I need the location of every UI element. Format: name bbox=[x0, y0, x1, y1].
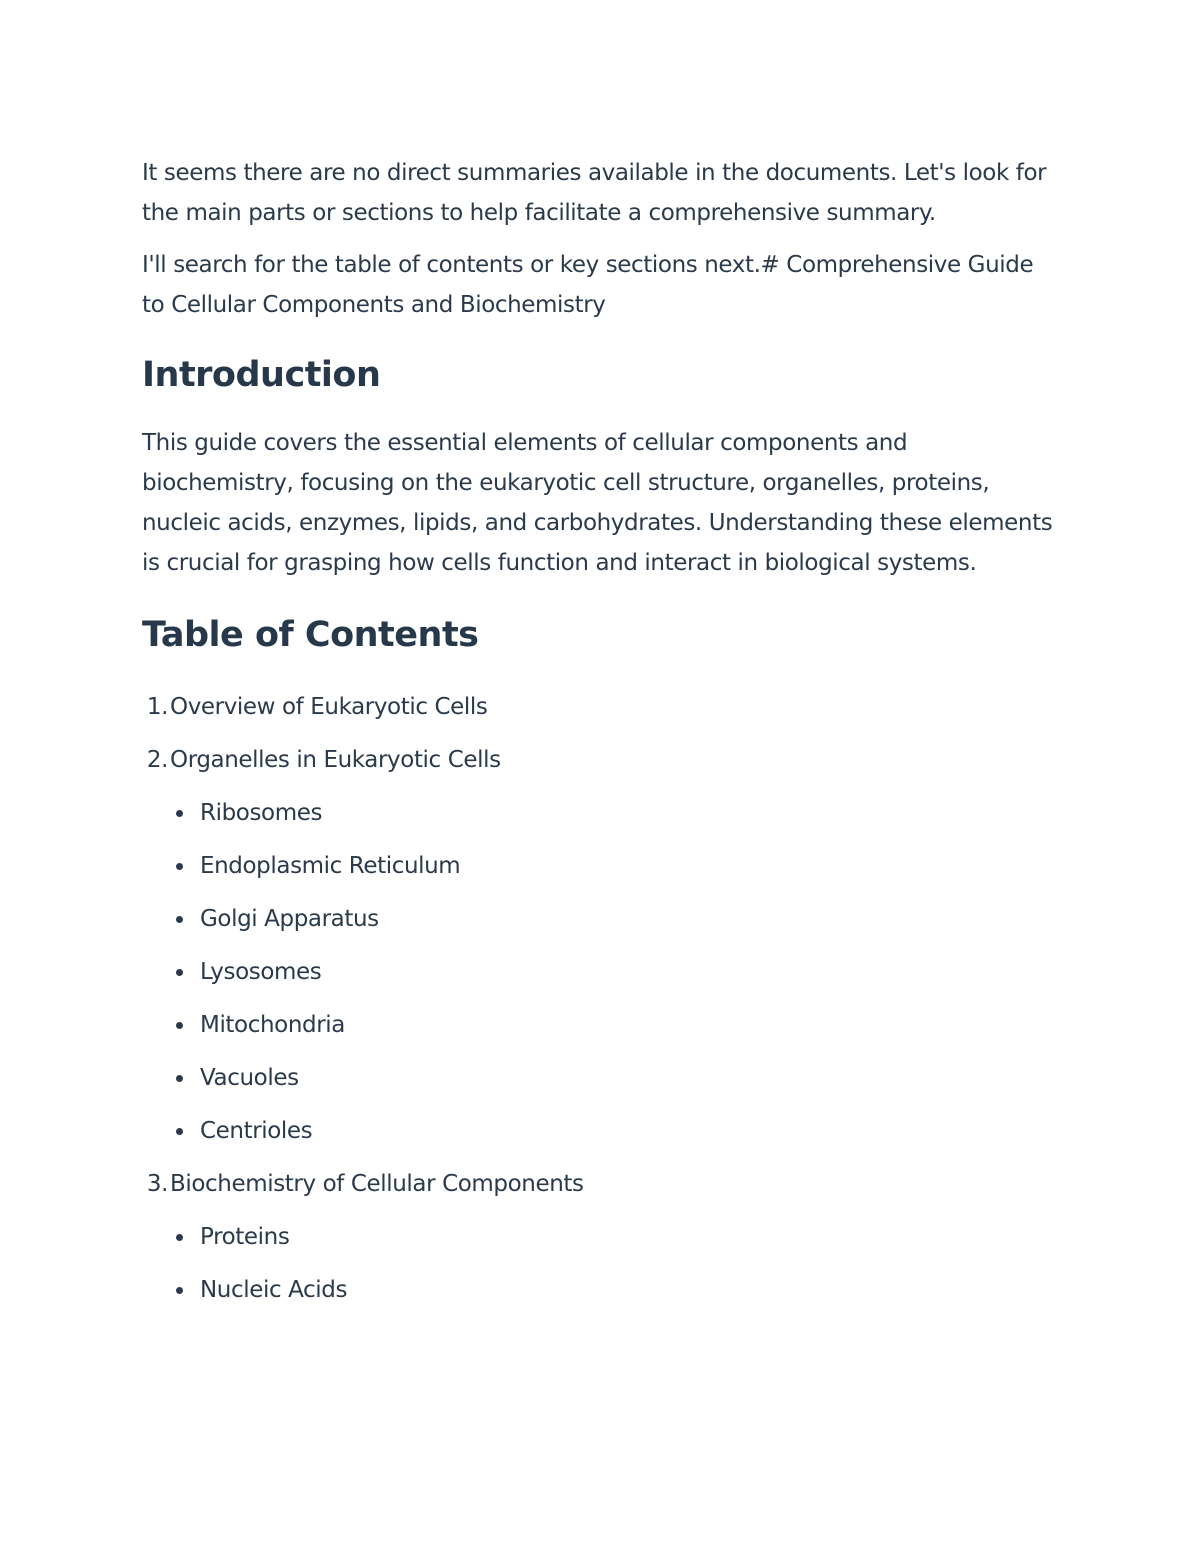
toc-subitem: Golgi Apparatus bbox=[170, 893, 1062, 946]
toc-item-label: Organelles in Eukaryotic Cells bbox=[170, 747, 501, 773]
toc-subitem: Nucleic Acids bbox=[170, 1264, 1062, 1317]
toc-item-number: 1 . bbox=[142, 681, 168, 734]
toc-item-label: Biochemistry of Cellular Components bbox=[170, 1171, 584, 1197]
toc-subitem: Centrioles bbox=[170, 1105, 1062, 1158]
toc-item bbox=[142, 1158, 1062, 1317]
toc-subitem: Lysosomes bbox=[170, 946, 1062, 999]
document-page bbox=[142, 153, 1062, 1317]
table-of-contents-heading: Table of Contents bbox=[142, 615, 479, 655]
toc-subitem: Ribosomes bbox=[170, 787, 1062, 840]
toc-item-number: 2 . bbox=[142, 734, 168, 787]
toc-item-label: Overview of Eukaryotic Cells bbox=[170, 694, 488, 720]
toc-subitem: Mitochondria bbox=[170, 999, 1062, 1052]
toc-item bbox=[142, 734, 1062, 1158]
intro-paragraph-2: I'll search for the table of contents or key sections next.# Comprehensive Guide to Cellular Components and Biochemistry bbox=[142, 252, 1034, 318]
toc-sublist bbox=[170, 1211, 1062, 1317]
toc-sublist bbox=[170, 787, 1062, 1158]
introduction-heading: Introduction bbox=[142, 355, 381, 395]
toc-item bbox=[142, 681, 1062, 734]
toc-subitem: Vacuoles bbox=[170, 1052, 1062, 1105]
toc-subitem: Proteins bbox=[170, 1211, 1062, 1264]
toc-item-number: 3 . bbox=[142, 1158, 168, 1211]
toc-subitem: Endoplasmic Reticulum bbox=[170, 840, 1062, 893]
table-of-contents-list bbox=[142, 681, 1062, 1317]
introduction-body: This guide covers the essential elements of cellular components and biochemistry, focusing on the eukaryotic cell structure, organelles, proteins, nucleic acids, enzymes, lipids, and carbohydrates. Understanding these elements is crucial for grasping how cells function and interact in biological systems. bbox=[142, 430, 1053, 576]
intro-paragraph-1: It seems there are no direct summaries available in the documents. Let's look for the main parts or sections to help facilitate a comprehensive summary. bbox=[142, 160, 1047, 226]
